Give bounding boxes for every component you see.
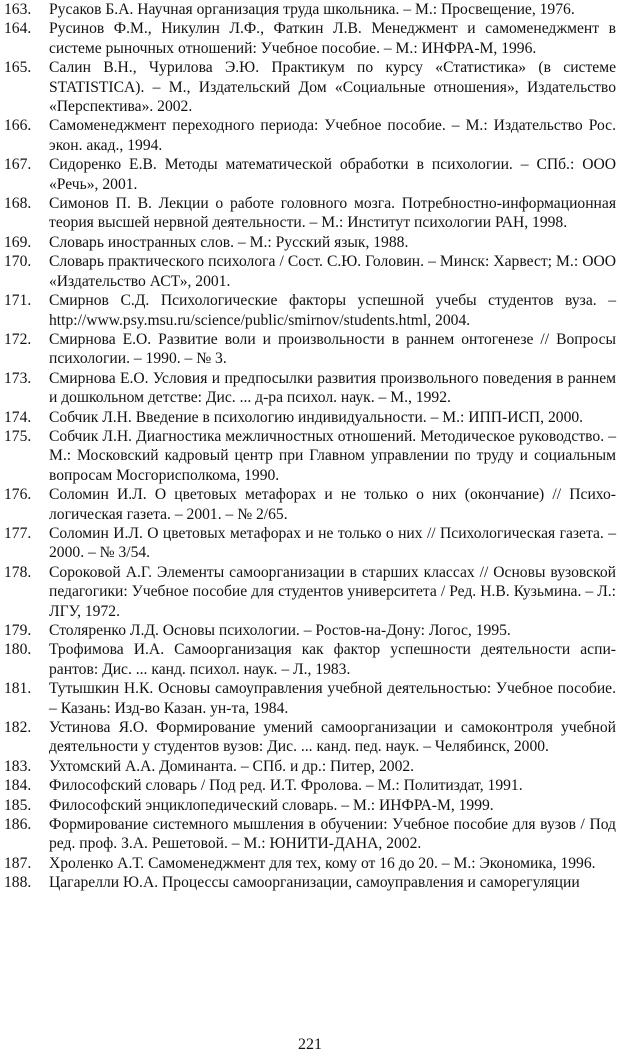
- reference-number: 171.: [4, 292, 32, 310]
- reference-item: [4, 19, 616, 58]
- reference-number: 175.: [4, 427, 32, 445]
- reference-item: [4, 679, 616, 718]
- reference-number: 168.: [4, 195, 32, 213]
- reference-number: 186.: [4, 816, 32, 834]
- reference-text: Соломин И.Л. О цветовых метафорах и не только о них // Психологическая газета. – 2000. – № 3/54.: [49, 524, 616, 562]
- reference-item: [4, 563, 616, 621]
- reference-item: [4, 815, 616, 854]
- reference-number: 163.: [4, 1, 32, 18]
- reference-text: Формирование системного мышления в обучении: Учебное пособие для вузов / Под ред. проф. З.А. Решетовой. – М.: ЮНИТИ-ДАНА, 2002.: [49, 816, 616, 853]
- reference-number: 182.: [4, 719, 32, 737]
- reference-item: [4, 873, 616, 892]
- reference-text: Соломин И.Л. О цветовых метафорах и не только о них (окончание) // Психологическая газета. – 2001. – № 2/65.: [49, 486, 616, 523]
- reference-number: 183.: [4, 757, 32, 775]
- reference-item: [4, 718, 616, 757]
- reference-item: [4, 640, 616, 679]
- reference-item: [4, 58, 616, 116]
- reference-text: Смирнова Е.О. Условия и предпосылки развития произвольного поведения в раннем и дошкольном детстве: Дис. ... д-ра психол. наук. – М., 1992.: [49, 369, 616, 407]
- reference-text: Самоменеджмент переходного периода: Учебное пособие. – М.: Издательство Рос. экон. акад., 1994.: [49, 117, 616, 154]
- reference-text: Сороковой А.Г. Элементы самоорганизации в старших классах // Основы вузовской педагогики: Учебное пособие для студентов университета / Ред. Н.В. Кузьмина. – Л.: ЛГУ, 1972.: [49, 563, 616, 620]
- reference-item: [4, 427, 616, 485]
- reference-item: [4, 330, 616, 369]
- reference-item: [4, 252, 616, 291]
- reference-number: 188.: [4, 874, 32, 892]
- reference-text: Тутышкин Н.К. Основы самоуправления учебной деятельностью: Учебное пособие. – Казань: Изд-во Казан. ун-та, 1984.: [49, 680, 616, 717]
- reference-item: [4, 0, 616, 19]
- reference-text: Симонов П. В. Лекции о работе головного мозга. Потребностно-информационная теория высшей нервной деятельности. – М.: Институт психологии РАН, 1998.: [49, 195, 616, 232]
- reference-text: Русинов Ф.М., Никулин Л.Ф., Фаткин Л.В. Менеджмент и самоменеджмент в системе рыночных отношений: Учебное пособие. – М.: ИНФРА-М, 1996.: [49, 20, 616, 57]
- reference-text: Собчик Л.Н. Введение в психологию индивидуальности. – М.: ИПП-ИСП, 2000.: [49, 408, 584, 426]
- reference-text: Смирнова Е.О. Развитие воли и произвольности в раннем онтогенезе // Вопросы психологии. – 1990. – № 3.: [49, 330, 616, 368]
- reference-number: 178.: [4, 563, 32, 581]
- reference-number: 184.: [4, 777, 32, 795]
- reference-number: 167.: [4, 156, 32, 174]
- reference-number: 179.: [4, 622, 32, 639]
- reference-text: Хроленко А.Т. Самоменеджмент для тех, кому от 16 до 20. – М.: Экономика, 1996.: [49, 854, 596, 872]
- reference-number: 185.: [4, 796, 32, 814]
- reference-item: [4, 291, 616, 330]
- reference-item: [4, 776, 616, 795]
- reference-text: Салин В.Н., Чурилова Э.Ю. Практикум по курсу «Статистика» (в системе STATISTICA). – М., Издательский Дом «Социальные отношения», Издательство «Перспектива». 2002.: [49, 59, 616, 116]
- reference-item: [4, 116, 616, 155]
- reference-number: 169.: [4, 233, 32, 251]
- reference-text: Смирнов С.Д. Психологические факторы успешной учебы студентов вуза. – http://www.psy.msu.ru/science/public/smirnov/students.html, 2004.: [49, 292, 616, 329]
- reference-number: 172.: [4, 330, 32, 348]
- reference-number: 166.: [4, 117, 32, 135]
- reference-item: [4, 155, 616, 194]
- reference-list: [4, 0, 616, 893]
- reference-item: [4, 194, 616, 233]
- reference-number: 173.: [4, 369, 32, 387]
- reference-number: 176.: [4, 486, 32, 504]
- reference-number: 165.: [4, 59, 32, 77]
- reference-number: 181.: [4, 680, 32, 698]
- reference-item: [4, 524, 616, 563]
- reference-number: 187.: [4, 854, 32, 872]
- reference-item: [4, 233, 616, 252]
- reference-text: Философский энциклопедический словарь. – М.: ИНФРА-М, 1999.: [49, 796, 494, 814]
- reference-item: [4, 369, 616, 408]
- reference-number: 180.: [4, 641, 32, 659]
- reference-item: [4, 796, 616, 815]
- reference-item: [4, 757, 616, 776]
- reference-text: Русаков Б.А. Научная организация труда школьника. – М.: Просвещение, 1976.: [49, 1, 575, 18]
- reference-text: Словарь практического психолога / Сост. С.Ю. Головин. – Минск: Харвест; М.: ООО «Издательство АСТ», 2001.: [49, 253, 616, 290]
- reference-item: [4, 485, 616, 524]
- reference-item: [4, 408, 616, 427]
- reference-item: [4, 854, 616, 873]
- reference-text: Устинова Я.О. Формирование умений самоорганизации и самоконтроля учебной деятельности у студентов вузов: Дис. ... канд. пед. наук. – Челябинск, 2000.: [49, 719, 616, 756]
- reference-text: Сидоренко Е.В. Методы математической обработки в психологии. – СПб.: ООО «Речь», 2001.: [49, 156, 616, 193]
- reference-item: [4, 621, 616, 640]
- reference-text: Собчик Л.Н. Диагностика межличностных отношений. Методическое руководство. – М.: Московский кадровый центр при Главном управлении по труду и социальным вопросам Мосгорисполкома, 1990.: [49, 427, 616, 484]
- reference-number: 164.: [4, 20, 32, 38]
- reference-number: 174.: [4, 408, 32, 426]
- reference-text: Философский словарь / Под ред. И.Т. Фролова. – М.: Политиздат, 1991.: [49, 777, 523, 795]
- reference-text: Столяренко Л.Д. Основы психологии. – Ростов-на-Дону: Логос, 1995.: [49, 622, 511, 639]
- reference-text: Цагарелли Ю.А. Процессы самоорганизации, самоуправления и саморегуляции: [49, 874, 580, 892]
- reference-text: Ухтомский А.А. Доминанта. – СПб. и др.: Питер, 2002.: [49, 757, 415, 775]
- page-number: 221: [298, 1036, 322, 1053]
- reference-text: Словарь иностранных слов. – М.: Русский язык, 1988.: [49, 233, 409, 251]
- reference-text: Трофимова И.А. Самоорганизация как фактор успешности деятельности аспирантов: Дис. ... канд. психол. наук. – Л., 1983.: [49, 641, 616, 678]
- reference-number: 177.: [4, 524, 32, 542]
- reference-number: 170.: [4, 253, 32, 271]
